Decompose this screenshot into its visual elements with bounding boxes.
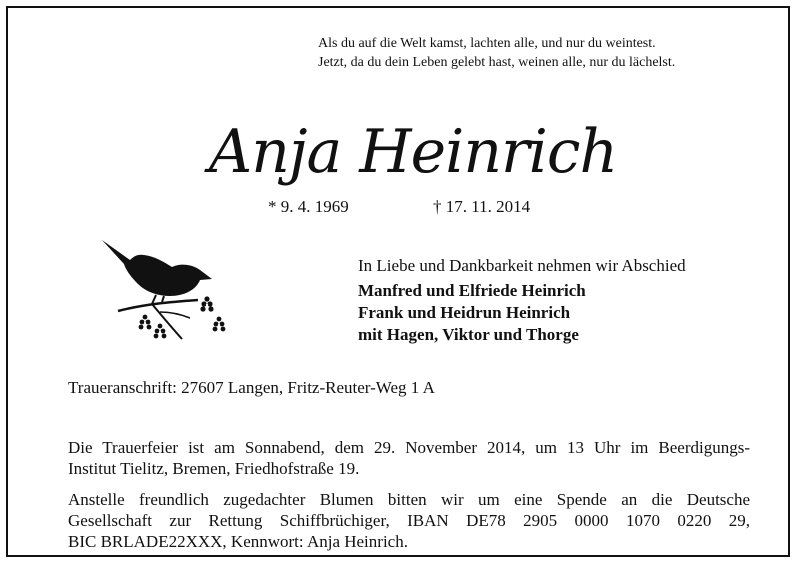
donation-line-2: Gesellschaft zur Rettung Schiffbrüchiger, IBAN DE78 2905 0000 1070 0220 29, <box>68 511 750 530</box>
death-date: † 17. 11. 2014 <box>433 197 531 216</box>
birth-date: * 9. 4. 1969 <box>268 197 349 216</box>
mourning-address: Traueranschrift: 27607 Langen, Fritz-Reuter-Weg 1 A <box>68 378 435 397</box>
donation-line-3: BIC BRLADE22XXX, Kennwort: Anja Heinrich. <box>68 532 408 551</box>
quote-line-1: Als du auf die Welt kamst, lachten alle, und nur du weintest. <box>318 36 656 51</box>
quote-line-2: Jetzt, da du dein Leben gelebt hast, weinen alle, nur du lächelst. <box>318 55 676 70</box>
obituary-card <box>6 6 790 557</box>
family-line: mit Hagen, Viktor und Thorge <box>358 325 579 344</box>
epigraph-quote <box>318 34 758 72</box>
ceremony-line-2: Institut Tielitz, Bremen, Friedhofstraße 19. <box>68 459 360 478</box>
deceased-name: Anja Heinrich <box>208 117 618 187</box>
family-line: Frank und Heidrun Heinrich <box>358 303 571 322</box>
ceremony-paragraph <box>68 437 750 479</box>
bird-on-branch-icon <box>100 236 230 346</box>
farewell-text: In Liebe und Dankbarkeit nehmen wir Abschied <box>358 256 686 275</box>
family-names <box>358 280 586 346</box>
donation-line-1: Anstelle freundlich zugedachter Blumen bitten wir um eine Spende an die Deutsche <box>68 490 750 509</box>
family-line: Manfred und Elfriede Heinrich <box>358 281 586 300</box>
donation-paragraph <box>68 489 750 552</box>
ceremony-line-1: Die Trauerfeier ist am Sonnabend, dem 29. November 2014, um 13 Uhr im Beerdigungs- <box>68 438 750 457</box>
